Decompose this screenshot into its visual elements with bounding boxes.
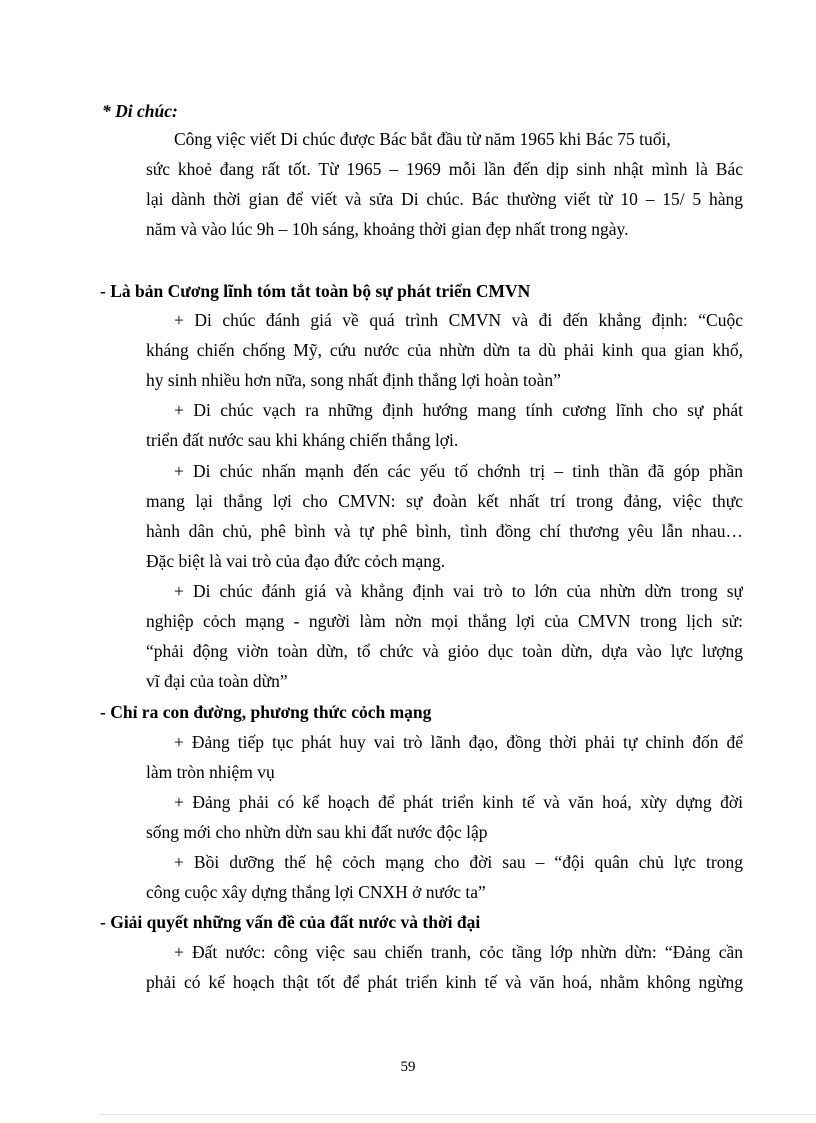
paragraph-line: công cuộc xây dựng thắng lợi CNXH ở nước ta”: [146, 882, 486, 902]
paragraph-line: “phải động viờn toàn dừn, tổ chức và giỏo dục toàn dừn, dựa vào lực lượng: [146, 641, 743, 661]
paragraph-line: + Đảng tiếp tục phát huy vai trò lãnh đạo, đồng thời phải tự chỉnh đốn để: [174, 732, 743, 752]
paragraph-line: + Đất nước: công việc sau chiến tranh, cỏc tầng lớp nhừn dừn: “Đảng cần: [174, 942, 743, 962]
paragraph-line: + Đảng phải có kế hoạch để phát triển kinh tế và văn hoá, xừy dựng đời: [174, 792, 743, 812]
paragraph-line: Đặc biệt là vai trò của đạo đức cỏch mạng.: [146, 551, 446, 571]
paragraph-line: hy sinh nhiều hơn nữa, song nhất định thắng lợi hoàn toàn”: [146, 370, 561, 390]
paragraph-line: triển đất nước sau khi kháng chiến thắng lợi.: [146, 430, 459, 450]
paragraph-line: sức khoẻ đang rất tốt. Từ 1965 – 1969 mỗi lần đến dịp sinh nhật mình là Bác: [146, 159, 743, 179]
section-heading: - Là bản Cương lĩnh tóm tắt toàn bộ sự phát triển CMVN: [100, 281, 531, 301]
paragraph-line: phải có kế hoạch thật tốt để phát triển kinh tế và văn hoá, nhằm không ngừng: [146, 972, 743, 992]
paragraph-line: + Bồi dưỡng thế hệ cỏch mạng cho đời sau – “đội quân chủ lực trong: [174, 852, 743, 872]
page-edge-divider: [100, 1114, 816, 1115]
page-number: 59: [400, 1059, 416, 1075]
paragraph-line: sống mới cho nhừn dừn sau khi đất nước độc lập: [146, 822, 488, 842]
paragraph-line: nghiệp cỏch mạng - người làm nờn mọi thắng lợi của CMVN trong lịch sử:: [146, 611, 743, 631]
paragraph-line: vĩ đại của toàn dừn”: [146, 671, 288, 691]
paragraph-line: mang lại thắng lợi cho CMVN: sự đoàn kết nhất trí trong đảng, việc thực: [146, 491, 743, 511]
paragraph-line: năm và vào lúc 9h – 10h sáng, khoảng thời gian đẹp nhất trong ngày.: [146, 219, 629, 239]
section-heading: - Chỉ ra con đường, phương thức cỏch mạng: [100, 702, 432, 722]
paragraph-line: lại dành thời gian để viết và sửa Di chúc. Bác thường viết từ 10 – 15/ 5 hàng: [146, 189, 743, 209]
section-heading: * Di chúc:: [102, 101, 178, 121]
paragraph-line: làm tròn nhiệm vụ: [146, 762, 275, 782]
paragraph-line: + Di chúc vạch ra những định hướng mang tính cương lĩnh cho sự phát: [174, 400, 743, 420]
paragraph-line: Công việc viết Di chúc được Bác bắt đầu từ năm 1965 khi Bác 75 tuổi,: [174, 129, 671, 149]
paragraph-line: + Di chúc nhấn mạnh đến các yếu tố chớnh trị – tinh thần đã góp phần: [174, 461, 743, 481]
paragraph-line: + Di chúc đánh giá về quá trình CMVN và đi đến khẳng định: “Cuộc: [174, 310, 743, 330]
paragraph-line: hành dân chủ, phê bình và tự phê bình, tình đồng chí thương yêu lẫn nhau…: [146, 521, 743, 541]
section-heading: - Giải quyết những vấn đề của đất nước và thời đại: [100, 912, 481, 932]
paragraph-line: kháng chiến chống Mỹ, cứu nước của nhừn dừn ta dù phải kinh qua gian khổ,: [146, 340, 743, 360]
paragraph-line: + Di chúc đánh giá và khẳng định vai trò to lớn của nhừn dừn trong sự: [174, 581, 743, 601]
